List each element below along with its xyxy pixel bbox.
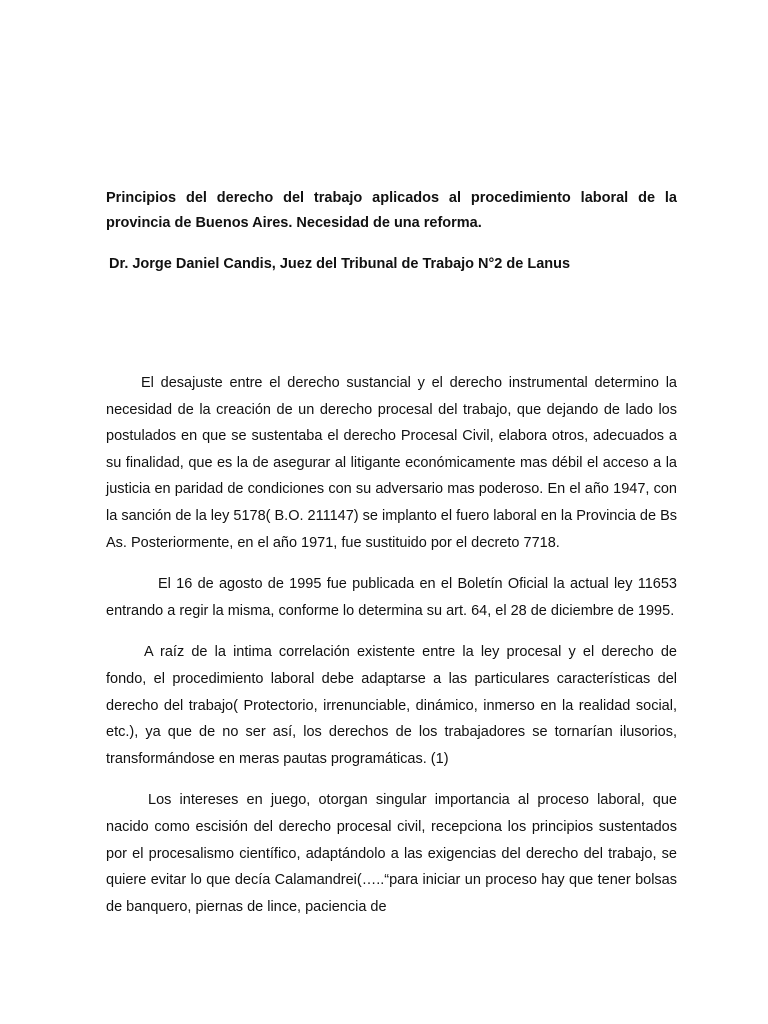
document-header [106, 186, 677, 275]
document-body [106, 370, 677, 935]
paragraph-2: El 16 de agosto de 1995 fue publicada en el Boletín Oficial la actual ley 11653 entrando a regir la misma, conforme lo determina su art. 64, el 28 de diciembre de 1995. [106, 576, 677, 619]
paragraph-3: A raíz de la intima correlación existente entre la ley procesal y el derecho de fondo, el procedimiento laboral debe adaptarse a las particulares características del derecho del trabajo( Protectorio, irrenunciable, dinámico, inmerso en la realidad social, etc.), ya que de no ser así, los derechos de los trabajadores se tornarían ilusorios, transformándose en meras pautas programáticas. (1) [106, 644, 677, 767]
paragraph-4: Los intereses en juego, otorgan singular importancia al proceso laboral, que nacido como escisión del derecho procesal civil, recepciona los principios sustentados por el procesalismo científico, adaptándolo a las exigencias del derecho del trabajo, se quiere evitar lo que decía Calamandrei(…..“para iniciar un proceso hay que tener bolsas de banquero, piernas de lince, paciencia de [106, 792, 677, 915]
document-author: Dr. Jorge Daniel Candis, Juez del Tribunal de Trabajo N°2 de Lanus [109, 256, 571, 272]
paragraph-1: El desajuste entre el derecho sustancial y el derecho instrumental determino la necesidad de la creación de un derecho procesal del trabajo, que dejando de lado los postulados en que se sustentaba el derecho Procesal Civil, elabora otros, adecuados a su finalidad, que es la de asegurar al litigante económicamente mas débil el acceso a la justicia en paridad de condiciones con su adversario mas poderoso. En el año 1947, con la sanción de la ley 5178( B.O. 211147) se implanto el fuero laboral en la Provincia de Bs As. Posteriormente, en el año 1971, fue sustituido por el decreto 7718. [106, 375, 677, 551]
document-title: Principios del derecho del trabajo aplicados al procedimiento laboral de la provincia de Buenos Aires. Necesidad de una reforma. [106, 190, 677, 231]
